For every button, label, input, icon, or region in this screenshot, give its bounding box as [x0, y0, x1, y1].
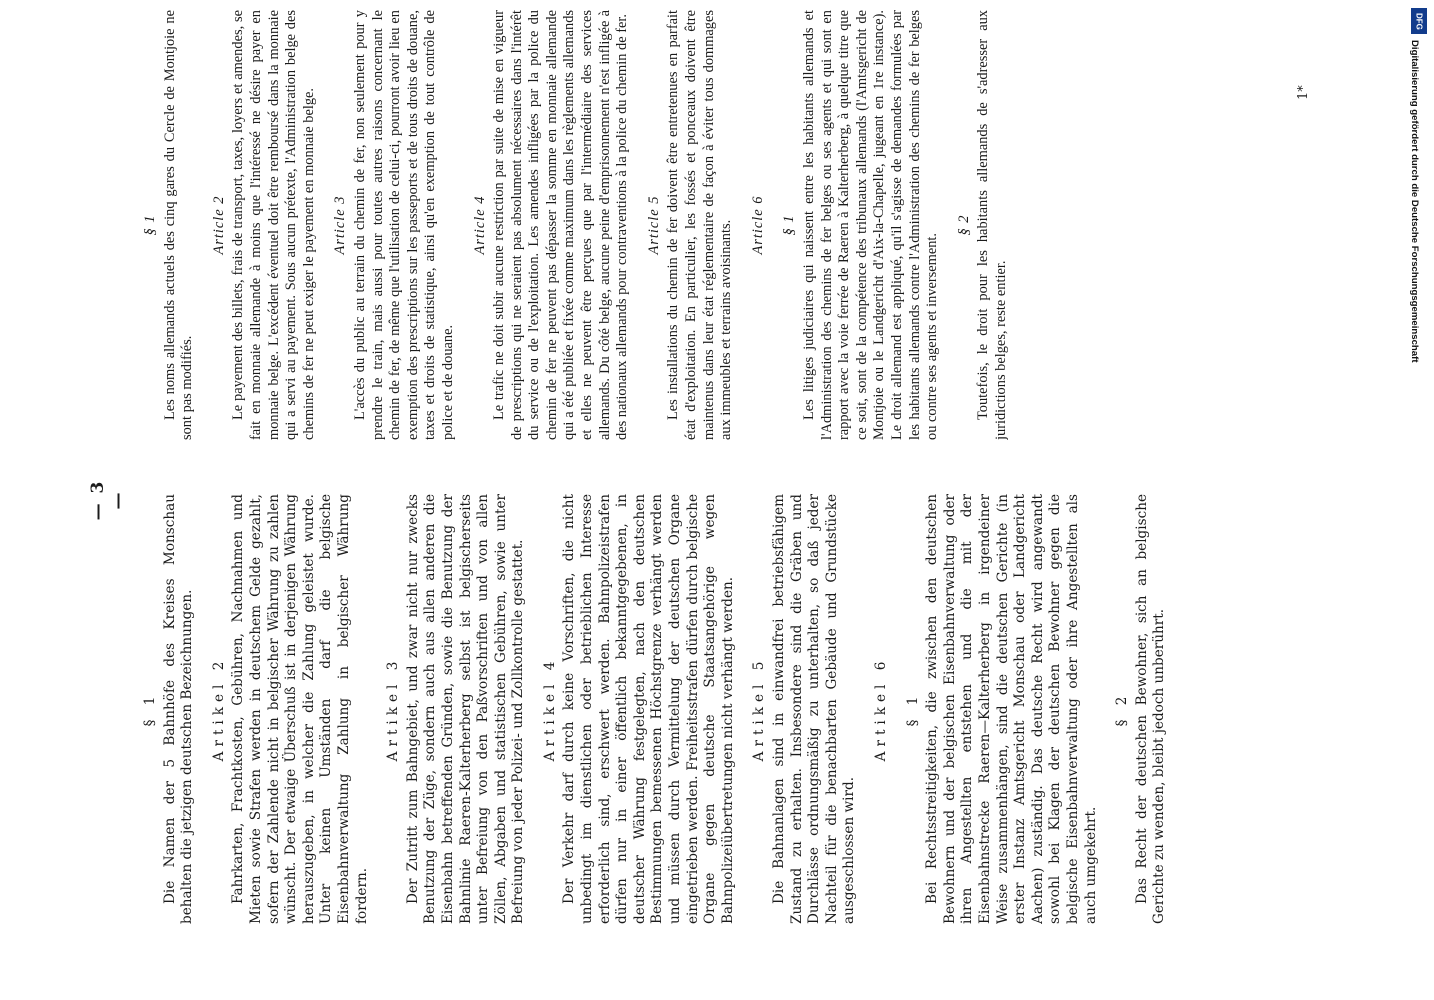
section-heading: § 2 [1114, 691, 1131, 727]
section-text: Le payement des billets, frais de transport, taxes, loyers et amendes, se fait en monnaie allemande à moins que l'intéressé ne désire payer en monnaie belge. L'excédent éventuel doit être remboursé dans la monnaie qui a servi au payement. Sous aucun prétexte, l'Administration belge des chemins de fer ne peut exiger le payement en monnaie belge. [230, 10, 317, 440]
section-heading: Article 6 [749, 195, 766, 255]
section-heading: Artikel 4 [541, 656, 558, 762]
german-column [128, 494, 1278, 924]
section-heading: § 1 [142, 214, 158, 236]
section-text: Das Recht der deutschen Bewohner, sich an belgische Gerichte zu wenden, bleibt jedoch unberührt. [1133, 494, 1168, 924]
page-number: — 3 — [88, 479, 128, 521]
section-heading: Artikel 2 [210, 656, 227, 762]
footer-mark: 1* [1296, 85, 1311, 100]
section-heading: Article 4 [471, 195, 488, 255]
section-heading: Artikel 3 [385, 656, 402, 762]
section-heading: Artikel 5 [751, 656, 768, 762]
section-heading: Article 2 [210, 195, 227, 255]
section-heading: § 1 [142, 691, 158, 727]
section-text: Toutefois, le droit pour les habitants allemands de s'adresser aux juridictions belges, reste entier. [975, 10, 1009, 440]
section-heading: Artikel 6 [872, 656, 889, 762]
section-text: Der Zutritt zum Bahngebiet, und zwar nicht nur zwecks Benutzung der Züge, sondern auch aus allen anderen die Eisenbahn betreffenden Gründen, sowie die Benutzung der Bahnlinie Raeren-Kalterherberg selbst ist belgischerseits unter Befreiung von den Paßvorschriften und von allen Zöllen, Abgaben und statistischen Gebühren, sowie unter Befreiung von jeder Polizei- und Zollkontrolle gestattet. [404, 494, 527, 924]
section-heading: § 2 [955, 214, 972, 236]
section-text: L'accès du public au terrain du chemin de fer, non seulement pour y prendre le train, mais aussi pour toutes autres raisons concernant le chemin de fer, de même que l'utilisation de celui-ci, pourront avoir lieu en exemption des prescriptions sur les passeports et de tous droits de douane, taxes et droits de statistique, ainsi qu'en exemption de tout contrôle de police et de douane. [351, 10, 456, 440]
section-heading: Article 3 [332, 195, 349, 255]
section-text: Die Namen der 5 Bahnhöfe des Kreises Monschau behalten die jetzigen deutschen Bezeichnungen. [161, 494, 196, 924]
section-text: Les installations du chemin de fer doivent être entretenues en parfait état d'exploitation. En particulier, les fossés et ponceaux doivent être maintenus dans leur état réglementaire de façon à éviter tous dommages aux immeubles et terrains avoisinants. [665, 10, 735, 440]
section-text: Die Bahnanlagen sind in einwandfrei betriebsfähigem Zustand zu erhalten. Insbesondere sind die Gräben und Durchlässe ordnungsmäßig zu unterhalten, so daß jeder Nachteil für die benachbarten Gebäude und Grundstücke ausgeschlossen wird. [771, 494, 858, 924]
french-column [128, 10, 1278, 440]
section-text: Bei Rechtsstreitigkeiten, die zwischen den deutschen Bewohnern und der belgischen Eisenbahnverwaltung oder ihren Angestellten entstehen und die mit der Eisenbahnstrecke Raeren—Kalterherberg in irgendeiner Weise zusammenhängen, sind die deutschen Gerichte (in erster Instanz Amtsgericht Monschau oder Landgericht Aachen) zuständig. Das deutsche Recht wird angewandt sowohl bei Klagen der deutschen Bewohner gegen die belgische Eisenbahnverwaltung oder ihre Angestellten als auch umgekehrt. [924, 494, 1099, 924]
section-heading: § 1 [904, 691, 921, 727]
section-text: Der Verkehr darf durch keine Vorschriften, die nicht unbedingt im dienstlichen oder betrieblichen Interesse erforderlich sind, erschwert werden. Bahnpolizeistrafen dürfen nur in einer öffentlich bekanntgegebenen, in deutscher Währung festgelegten, nach den deutschen Bestimmungen bemessenen Höchstgrenze verhängt werden und müssen durch Vermittelung der deutschen Organe eingetrieben werden. Freiheitsstrafen dürfen durch belgische Organe gegen deutsche Staatsangehörige wegen Bahnpolizeiübertretungen nicht verhängt werden. [561, 494, 736, 924]
section-heading: Article 5 [645, 195, 662, 255]
section-text: Les litiges judiciaires qui naissent entre les habitants allemands et l'Administration des chemins de fer belges ou ses agents et qui sont en rapport avec la voie ferrée de Raeren à Kalterherberg, à quelque titre que ce soit, sont de la compétence des tribunaux allemands (l'Amtsgericht de Montjoie ou le Landgericht d'Aix-la-Chapelle, jugeant en 1re instance). Le droit allemand est appliqué, qu'il s'agisse de demandes formulées par les habitants allemands contre l'Administration des chemins de fer belges ou contre ses agents et inversement. [801, 10, 941, 440]
section-text: Les noms allemands actuels des cinq gares du Cercle de Montjoie ne sont pas modifiés. [161, 10, 196, 440]
section-heading: § 1 [781, 214, 798, 236]
dfg-logo: DFG [1411, 8, 1427, 34]
section-text: Fahrkarten, Frachtkosten, Gebühren, Nachnahmen und Mieten sowie Strafen werden in deutschem Gelde gezahlt, sofern der Zahlende nicht in belgischer Währung zu zahlen wünscht. Der etwaige Überschuß ist in derjenigen Währung herauszugeben, in welcher die Zahlung geleistet wurde. Unter keinen Umständen darf die belgische Eisenbahnverwaltung Zahlung in belgischer Währung fordern. [230, 494, 370, 924]
section-text: Le trafic ne doit subir aucune restriction par suite de mise en vigueur de prescriptions qui ne seraient pas absolument nécessaires dans l'intérêt du service ou de l'exploitation. Les amendes infligées par la police du chemin de fer ne peuvent pas dépasser la somme en monnaie allemande qui a été publiée et fixée comme maximum dans les règlements allemands et elles ne peuvent être perçues que par l'intermédiaire des services allemands. Du côté belge, aucune peine d'emprisonnement n'est infligée à des nationaux allemands pour contraventions à la police du chemin de fer. [491, 10, 631, 440]
digitization-note: Digitalisierung gefördert durch die Deutsche Forschungsgemeinschaft [1409, 40, 1420, 363]
